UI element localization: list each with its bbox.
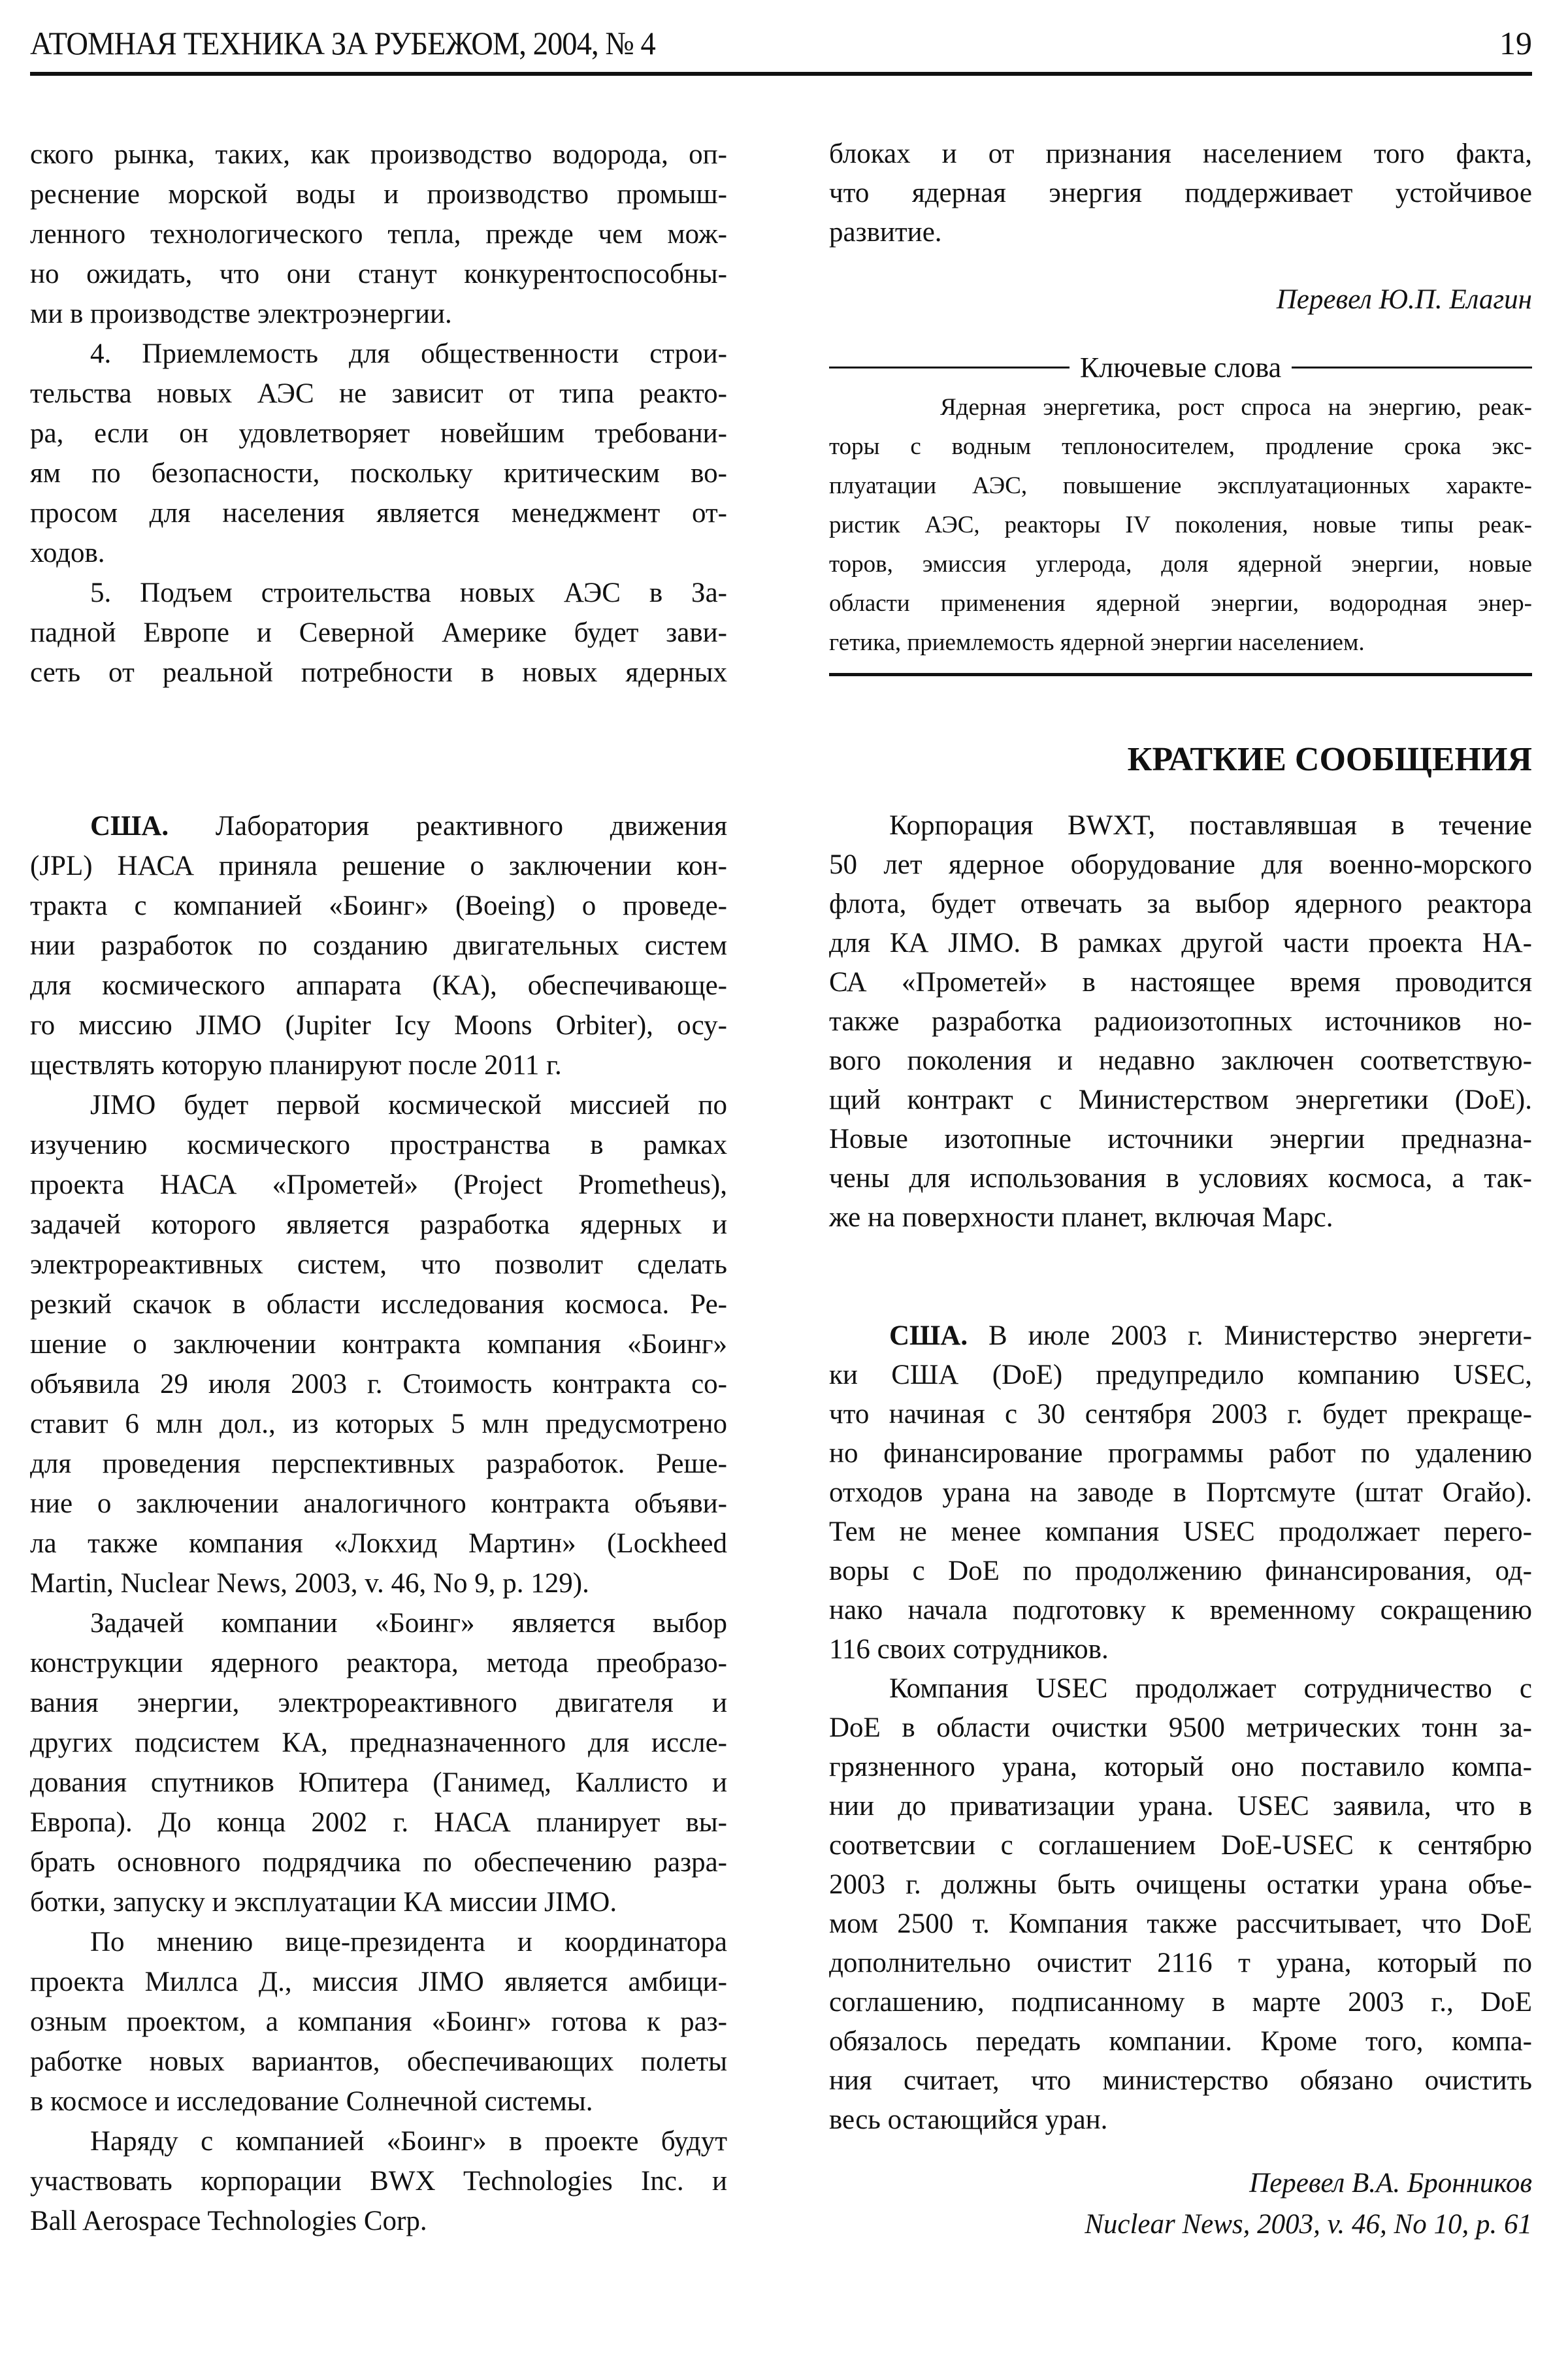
- text-line: Новые изотопные источники энергии предназна-: [829, 1124, 1532, 1154]
- text-line: развитие.: [829, 217, 942, 248]
- paragraph: [30, 1603, 727, 1922]
- text-line: же на поверхности планет, включая Марс.: [829, 1202, 1333, 1233]
- source-citation: Nuclear News, 2003, v. 46, No 10, p. 61: [1085, 2209, 1532, 2240]
- page-number: 19: [1499, 25, 1532, 61]
- text-line: блоках и от признания населением того факта,: [829, 139, 1532, 169]
- text-line: [30, 806, 727, 846]
- text-line: проекта Миллса Д., миссия JIMO является амбици-: [30, 1967, 727, 1997]
- text-line: дования спутников Юпитера (Ганимед, Каллисто и: [30, 1767, 727, 1798]
- section-title: КРАТКИЕ СООБЩЕНИЯ: [1127, 741, 1532, 778]
- text-line: JIMO будет первой космической миссией по: [90, 1090, 727, 1120]
- text-line: Ядерная энергетика, рост спроса на энергию, реак-: [940, 394, 1532, 421]
- text-line: других подсистем КА, предназначенного для иссле-: [30, 1727, 727, 1758]
- paragraph: [829, 1669, 1532, 2140]
- text-line: соглашению, подписанному в марте 2003 г., DoE: [829, 1987, 1532, 2018]
- text-line: ского рынка, таких, как производство водорода, оп-: [30, 139, 727, 170]
- text-line: нако начала подготовку к временному сокращению: [829, 1595, 1532, 1626]
- keywords-title: Ключевые слова: [1079, 351, 1282, 384]
- text-line: ра, если он удовлетворяет новейшим требовани-: [30, 418, 727, 449]
- keywords-text: [829, 388, 1532, 662]
- text-line: ленного технологического тепла, прежде чем мож-: [30, 219, 727, 250]
- article-continuation-left: [30, 135, 727, 693]
- text-line: чены для использования в условиях космоса, а так-: [829, 1163, 1532, 1194]
- text-line: озным проектом, а компания «Боинг» готова к раз-: [30, 2006, 727, 2037]
- text-line: что ядерная энергия поддерживает устойчивое: [829, 178, 1532, 208]
- text-line: также разработка радиоизотопных источников но-: [829, 1006, 1532, 1037]
- text-line: но ожидать, что они станут конкурентоспособны-: [30, 259, 727, 289]
- paragraph: [30, 1922, 727, 2121]
- text-line: плуатации АЭС, повышение эксплуатационных характе-: [829, 472, 1532, 499]
- text-line: грязненного урана, который оно поставило компа-: [829, 1752, 1532, 1782]
- paragraph: [30, 1085, 727, 1603]
- text-line: электрореактивных систем, что позволит сделать: [30, 1249, 727, 1280]
- text-line: Корпорация BWXT, поставлявшая в течение: [889, 810, 1532, 841]
- text-line: ки США (DoE) предупредило компанию USEC,: [829, 1360, 1532, 1390]
- text-line: ние о заключении аналогичного контракта объяви-: [30, 1488, 727, 1519]
- text-line: ботки, запуску и эксплуатации КА миссии JIMO.: [30, 1887, 617, 1918]
- text-line: 50 лет ядерное оборудование для военно-морского: [829, 849, 1532, 880]
- text-line: падной Европе и Северной Америке будет зави-: [30, 617, 727, 648]
- paragraph: [829, 388, 1532, 662]
- text-line: 5. Подъем строительства новых АЭС в За-: [90, 578, 727, 608]
- text-line: торов, эмиссия углерода, доля ядерной энергии, новые: [829, 551, 1532, 578]
- text-line: изучению космического пространства в рамках: [30, 1130, 727, 1160]
- line-text: В июле 2003 г. Министерство энергети-: [968, 1320, 1532, 1351]
- text-line: конструкции ядерного реактора, метода преобразо-: [30, 1648, 727, 1678]
- header-rule: [30, 72, 1532, 76]
- text-line: DoE в области очистки 9500 метрических тонн за-: [829, 1712, 1532, 1743]
- country-label: США.: [90, 811, 169, 842]
- text-line: ристик АЭС, реакторы IV поколения, новые типы реак-: [829, 512, 1532, 538]
- text-line: ществлять которую планируют после 2011 г.: [30, 1050, 562, 1081]
- paragraph: [30, 135, 727, 334]
- text-line: тельства новых АЭС не зависит от типа реакто-: [30, 378, 727, 409]
- text-line: флота, будет отвечать за выбор ядерного реактора: [829, 889, 1532, 919]
- keywords-heading: [829, 348, 1532, 387]
- text-line: соответсвии с соглашением DoE-USEC к сентябрю: [829, 1830, 1532, 1861]
- text-line: Martin, Nuclear News, 2003, v. 46, No 9, p. 129).: [30, 1568, 589, 1599]
- paragraph: [829, 1316, 1532, 1669]
- paragraph: [30, 806, 727, 1085]
- text-line: для проведения перспективных разработок. Реше-: [30, 1448, 727, 1479]
- text-line: Европа). До конца 2002 г. НАСА планирует вы-: [30, 1807, 727, 1838]
- paragraph: [30, 573, 727, 693]
- text-line: вания энергии, электрореактивного двигателя и: [30, 1688, 727, 1718]
- text-line: тракта с компанией «Боинг» (Boeing) о проведе-: [30, 891, 727, 921]
- paragraph: [30, 334, 727, 573]
- text-line: воры с DoE по продолжению финансирования, од-: [829, 1556, 1532, 1586]
- text-line: сеть от реальной потребности в новых ядерных: [30, 657, 727, 688]
- translator-credit-2: Перевел В.А. Бронников: [1249, 2168, 1532, 2199]
- text-line: Ball Aerospace Technologies Corp.: [30, 2206, 427, 2236]
- text-line: области применения ядерной энергии, водородная энер-: [829, 590, 1532, 617]
- text-line: Наряду с компанией «Боинг» в проекте будут: [90, 2126, 727, 2157]
- text-line: обязалось передать компании. Кроме того, компа-: [829, 2026, 1532, 2057]
- text-line: работке новых вариантов, обеспечивающих полеты: [30, 2046, 727, 2077]
- text-line: для космического аппарата (КА), обеспечивающе-: [30, 970, 727, 1001]
- text-line: гетика, приемлемость ядерной энергии населением.: [829, 629, 1365, 656]
- paragraph: [30, 2121, 727, 2241]
- text-line: (JPL) НАСА приняла решение о заключении кон-: [30, 851, 727, 881]
- keywords-bottom-rule: [829, 673, 1532, 676]
- text-line: ходов.: [30, 538, 105, 568]
- text-line: нии разработок по созданию двигательных систем: [30, 930, 727, 961]
- text-line: шение о заключении контракта компания «Боинг»: [30, 1329, 727, 1360]
- text-line: но финансирование программы работ по удалению: [829, 1438, 1532, 1469]
- text-line: ния считает, что министерство обязано очистить: [829, 2065, 1532, 2096]
- text-line: 116 своих сотрудников.: [829, 1634, 1109, 1665]
- translator-credit: Перевел Ю.П. Елагин: [1276, 284, 1532, 315]
- article-continuation-right: [829, 135, 1532, 252]
- line-text: Лаборатория реактивного движения: [169, 811, 727, 842]
- text-line: 4. Приемлемость для общественности строи-: [90, 338, 727, 369]
- text-line: ми в производстве электроэнергии.: [30, 299, 452, 329]
- text-line: Задачей компании «Боинг» является выбор: [90, 1608, 727, 1639]
- paragraph: [829, 135, 1532, 252]
- text-line: что начиная с 30 сентября 2003 г. будет прекраще-: [829, 1399, 1532, 1430]
- text-line: Тем не менее компания USEC продолжает перего-: [829, 1516, 1532, 1547]
- text-line: СА «Прометей» в настоящее время проводится: [829, 967, 1532, 998]
- text-line: Компания USEC продолжает сотрудничество с: [889, 1673, 1532, 1704]
- text-line: ла также компания «Локхид Мартин» (Lockheed: [30, 1528, 727, 1559]
- keywords-rule-right: [1292, 367, 1532, 368]
- text-line: торы с водным теплоносителем, продление срока экс-: [829, 433, 1532, 460]
- text-line: ставит 6 млн дол., из которых 5 млн предусмотрено: [30, 1409, 727, 1439]
- text-line: задачей которого является разработка ядерных и: [30, 1209, 727, 1240]
- text-line: брать основного подрядчика по обеспечению разра-: [30, 1847, 727, 1878]
- news-column-left: [30, 806, 727, 2241]
- keywords-rule-left: [829, 367, 1070, 368]
- text-line: дополнительно очистит 2116 т урана, который по: [829, 1948, 1532, 1978]
- text-line: отходов урана на заводе в Портсмуте (штат Огайо).: [829, 1477, 1532, 1508]
- text-line: вого поколения и недавно заключен соответствую-: [829, 1045, 1532, 1076]
- text-line: нии до приватизации урана. USEC заявила, что в: [829, 1791, 1532, 1822]
- news-column-right: [829, 806, 1532, 2140]
- text-line: ям по безопасности, поскольку критическим во-: [30, 458, 727, 489]
- text-line: 2003 г. должны быть очищены остатки урана объе-: [829, 1869, 1532, 1900]
- text-line: резкий скачок в области исследования космоса. Ре-: [30, 1289, 727, 1320]
- text-line: участвовать корпорации BWX Technologies Inc. и: [30, 2166, 727, 2197]
- text-line: щий контракт с Министерством энергетики (DoE).: [829, 1085, 1532, 1115]
- text-line: [829, 1316, 1532, 1356]
- text-line: мом 2500 т. Компания также рассчитывает, что DoE: [829, 1908, 1532, 1939]
- text-line: объявила 29 июля 2003 г. Стоимость контракта со-: [30, 1369, 727, 1399]
- text-line: реснение морской воды и производство промыш-: [30, 179, 727, 210]
- text-line: просом для населения является менеджмент от-: [30, 498, 727, 529]
- journal-header: АТОМНАЯ ТЕХНИКА ЗА РУБЕЖОМ, 2004, № 4: [30, 25, 655, 61]
- text-line: в космосе и исследование Солнечной системы.: [30, 2086, 593, 2117]
- text-line: проекта НАСА «Прометей» (Project Prometheus),: [30, 1169, 727, 1200]
- text-line: го миссию JIMO (Jupiter Icy Moons Orbiter), осу-: [30, 1010, 727, 1041]
- text-line: По мнению вице-президента и координатора: [90, 1927, 727, 1957]
- text-line: весь остающийся уран.: [829, 2104, 1108, 2135]
- text-line: для КА JIMO. В рамках другой части проекта НА-: [829, 928, 1532, 958]
- country-label: США.: [889, 1320, 968, 1351]
- paragraph: [829, 806, 1532, 1237]
